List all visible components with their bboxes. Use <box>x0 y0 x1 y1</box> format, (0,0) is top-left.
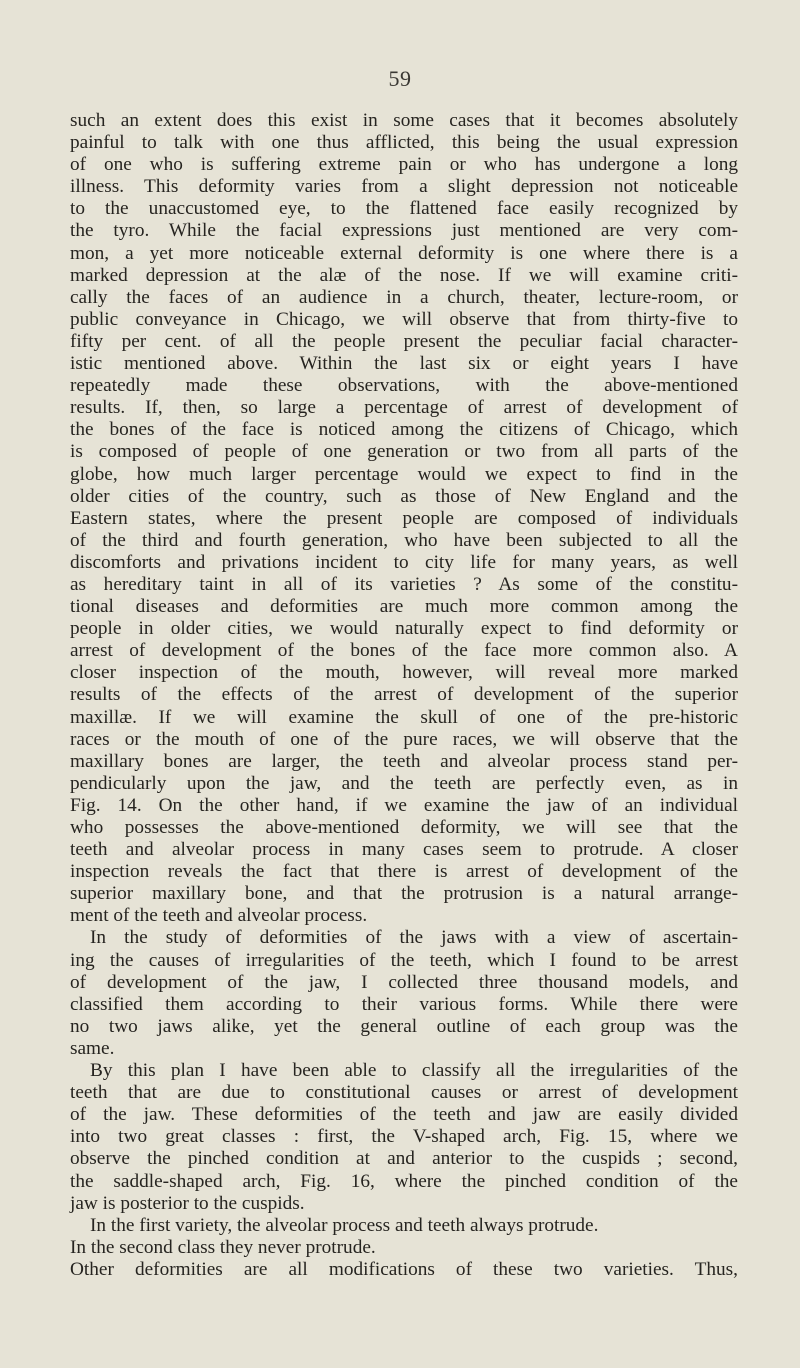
text-line: the tyro. While the facial expressions just mentioned are very com- <box>70 220 738 242</box>
text-line: Fig. 14. On the other hand, if we examine the jaw of an individual <box>70 794 738 816</box>
text-line: of development of the jaw, I collected three thousand models, and <box>70 971 738 993</box>
text-line: races or the mouth of one of the pure races, we will observe that the <box>70 728 738 750</box>
text-line: ment of the teeth and alveolar process. <box>70 905 368 927</box>
text-line: maxillary bones are larger, the teeth and alveolar process stand per- <box>70 750 738 772</box>
text-line: who possesses the above-mentioned deformity, we will see that the <box>70 817 738 838</box>
text-line: painful to talk with one thus afflicted, this being the usual expression <box>70 132 738 154</box>
text-line: By this plan I have been able to classify all the irregularities of the <box>90 1060 738 1082</box>
text-line: classified them according to their various forms. While there were <box>70 993 738 1015</box>
text-line: such an extent does this exist in some cases that it becomes absolutely <box>70 110 738 131</box>
text-line: no two jaws alike, yet the general outline of each group was the <box>70 1015 738 1037</box>
text-line: discomforts and privations incident to city life for many years, as well <box>70 551 738 573</box>
text-line: cally the faces of an audience in a church, theater, lecture-room, or <box>70 286 738 308</box>
text-line: Other deformities are all modifications of these two varieties. Thus, <box>70 1258 738 1280</box>
text-line: teeth that are due to constitutional causes or arrest of development <box>70 1082 738 1104</box>
text-line: teeth and alveolar process in many cases seem to protrude. A closer <box>70 839 738 861</box>
text-line: observe the pinched condition at and anterior to the cuspids ; second, <box>70 1148 738 1170</box>
text-line: older cities of the country, such as those of New England and the <box>70 485 738 507</box>
text-line: mon, a yet more noticeable external deformity is one where there is a <box>70 242 738 264</box>
body-text <box>70 110 738 1281</box>
text-line: of the third and fourth generation, who have been subjected to all the <box>70 529 738 551</box>
text-line: In the first variety, the alveolar process and teeth always protrude. <box>90 1214 599 1236</box>
text-line: as hereditary taint in all of its varieties ? As some of the constitu- <box>70 573 738 595</box>
text-line: results of the effects of the arrest of development of the superior <box>70 684 738 706</box>
text-line: into two great classes : first, the V-shaped arch, Fig. 15, where we <box>70 1126 738 1148</box>
text-line: repeatedly made these observations, with the above-mentioned <box>70 375 738 397</box>
text-line: same. <box>70 1037 115 1059</box>
text-line: the saddle-shaped arch, Fig. 16, where the pinched condition of the <box>70 1170 738 1192</box>
text-line: pendicularly upon the jaw, and the teeth are perfectly even, as in <box>70 772 738 794</box>
text-line: illness. This deformity varies from a slight depression not noticeable <box>70 176 738 198</box>
text-line: globe, how much larger percentage would we expect to find in the <box>70 463 738 485</box>
text-line: istic mentioned above. Within the last six or eight years I have <box>70 353 738 375</box>
text-line: fifty per cent. of all the people present the peculiar facial character- <box>70 330 738 352</box>
text-line: of the jaw. These deformities of the teeth and jaw are easily divided <box>70 1104 738 1126</box>
text-line: closer inspection of the mouth, however, will reveal more marked <box>70 662 738 684</box>
text-line: the bones of the face is noticed among the citizens of Chicago, which <box>70 419 738 441</box>
text-line: public conveyance in Chicago, we will observe that from thirty-five to <box>70 308 738 330</box>
text-line: people in older cities, we would naturally expect to find deformity or <box>70 618 738 640</box>
text-line: arrest of development of the bones of the face more common also. A <box>70 640 738 662</box>
text-line: inspection reveals the fact that there is arrest of development of the <box>70 861 738 883</box>
text-line: results. If, then, so large a percentage of arrest of development of <box>70 397 738 419</box>
text-line: tional diseases and deformities are much more common among the <box>70 596 738 618</box>
text-line: In the study of deformities of the jaws with a view of ascertain- <box>90 927 738 949</box>
text-line: In the second class they never protrude. <box>70 1236 376 1258</box>
text-line: to the unaccustomed eye, to the flattened face easily recognized by <box>70 198 738 220</box>
page-number: 59 <box>388 66 412 91</box>
text-line: ing the causes of irregularities of the teeth, which I found to be arrest <box>70 949 738 971</box>
text-line: superior maxillary bone, and that the protrusion is a natural arrange- <box>70 883 738 905</box>
text-line: marked depression at the alæ of the nose. If we will examine criti- <box>70 264 738 286</box>
text-line: is composed of people of one generation or two from all parts of the <box>70 441 738 463</box>
text-line: jaw is posterior to the cuspids. <box>70 1192 305 1214</box>
text-line: Eastern states, where the present people are composed of individuals <box>70 507 738 529</box>
text-line: of one who is suffering extreme pain or who has undergone a long <box>70 154 738 176</box>
text-line: maxillæ. If we will examine the skull of one of the pre-historic <box>70 706 738 728</box>
